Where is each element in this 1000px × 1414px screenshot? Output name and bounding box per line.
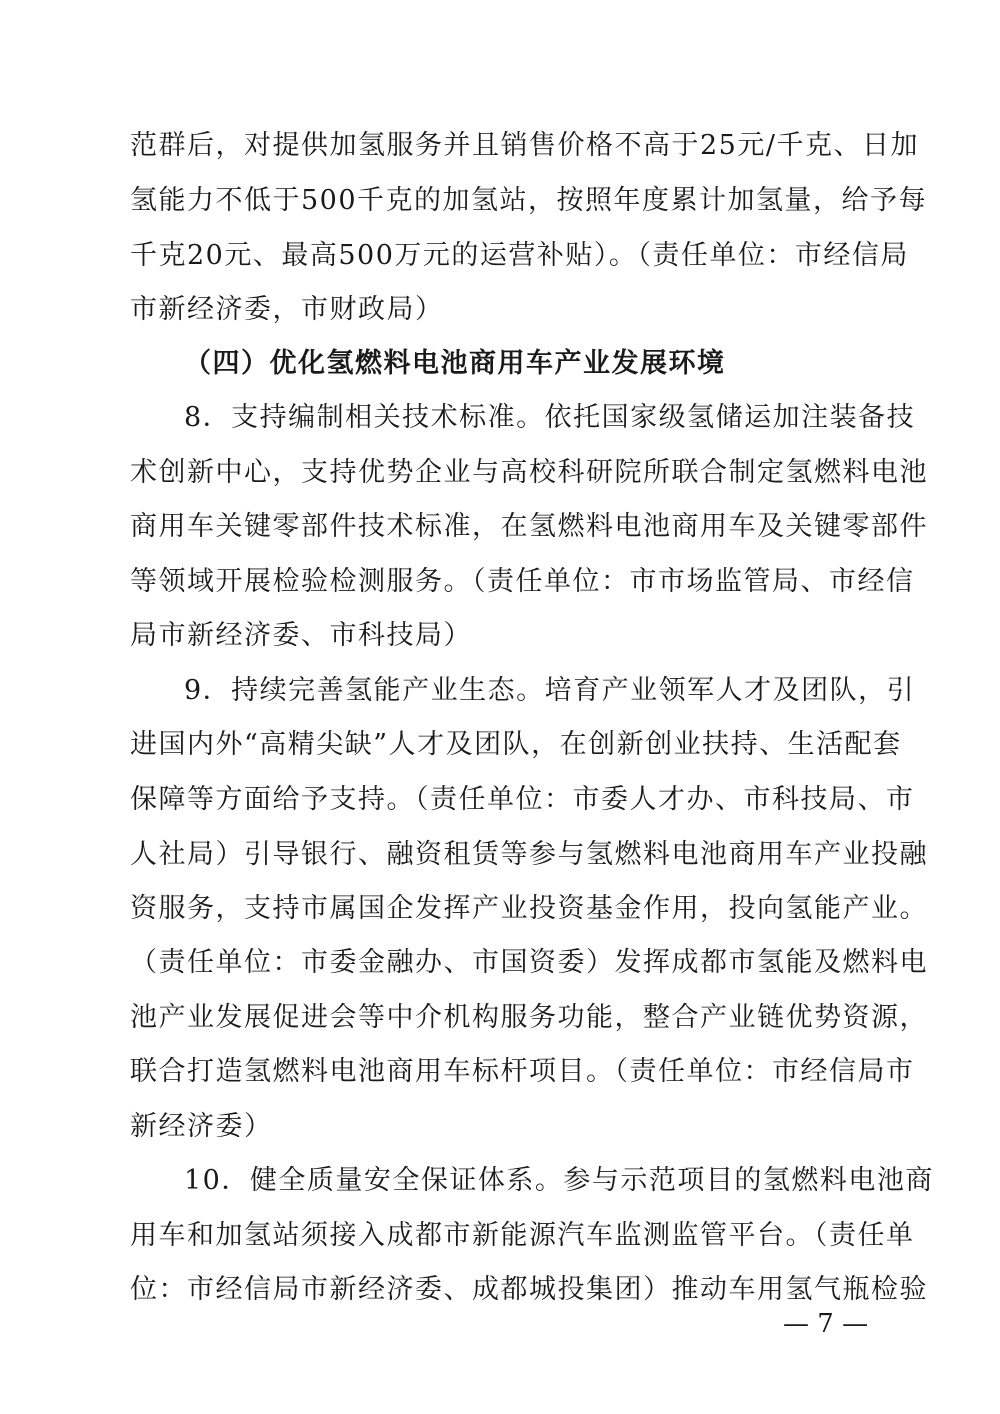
page-number: — 7 — <box>783 1309 869 1339</box>
text-line: 局市新经济委、市科技局） <box>130 620 472 651</box>
text-line: 商用车关键零部件技术标准，在氢燃料电池商用车及关键零部件 <box>130 511 928 542</box>
text-line: 进国内外“高精尖缺”人才及团队，在创新创业扶持、生活配套 <box>130 729 902 760</box>
text-line: （责任单位：市委金融办、市国资委）发挥成都市氢能及燃料电 <box>130 947 928 978</box>
section-heading: （四）优化氢燃料电池商用车产业发展环境 <box>184 348 726 379</box>
text-line: 10．健全质量安全保证体系。参与示范项目的氢燃料电池商 <box>184 1165 934 1196</box>
text-line: 保障等方面给予支持。（责任单位：市委人才办、市科技局、市 <box>130 784 915 815</box>
text-line: 池产业发展促进会等中介机构服务功能，整合产业链优势资源， <box>130 1002 928 1033</box>
text-line: 9．持续完善氢能产业生态。培育产业领军人才及团队，引 <box>184 675 916 706</box>
text-line: 位：市经信局市新经济委、成都城投集团）推动车用氢气瓶检验 <box>130 1274 928 1305</box>
text-line: 市新经济委，市财政局） <box>130 294 444 325</box>
text-line: 千克20元、最高500万元的运营补贴）。（责任单位：市经信局 <box>130 240 909 271</box>
text-line: 人社局）引导银行、融资租赁等参与氢燃料电池商用车产业投融 <box>130 839 928 870</box>
text-line: 术创新中心，支持优势企业与高校科研院所联合制定氢燃料电池 <box>130 457 928 488</box>
text-line: 用车和加氢站须接入成都市新能源汽车监测监管平台。（责任单 <box>130 1220 915 1251</box>
text-line: 新经济委） <box>130 1111 273 1142</box>
text-line: 资服务，支持市属国企发挥产业投资基金作用，投向氢能产业。 <box>130 893 928 924</box>
text-line: 范群后，对提供加氢服务并且销售价格不高于25元/千克、日加 <box>130 130 919 161</box>
text-line: 氢能力不低于500千克的加氢站，按照年度累计加氢量，给予每 <box>130 185 928 216</box>
text-line: 8．支持编制相关技术标准。依托国家级氢储运加注装备技 <box>184 402 916 433</box>
text-line: 联合打造氢燃料电池商用车标杆项目。（责任单位：市经信局市 <box>130 1056 915 1087</box>
text-line: 等领域开展检验检测服务。（责任单位：市市场监管局、市经信 <box>130 566 915 597</box>
